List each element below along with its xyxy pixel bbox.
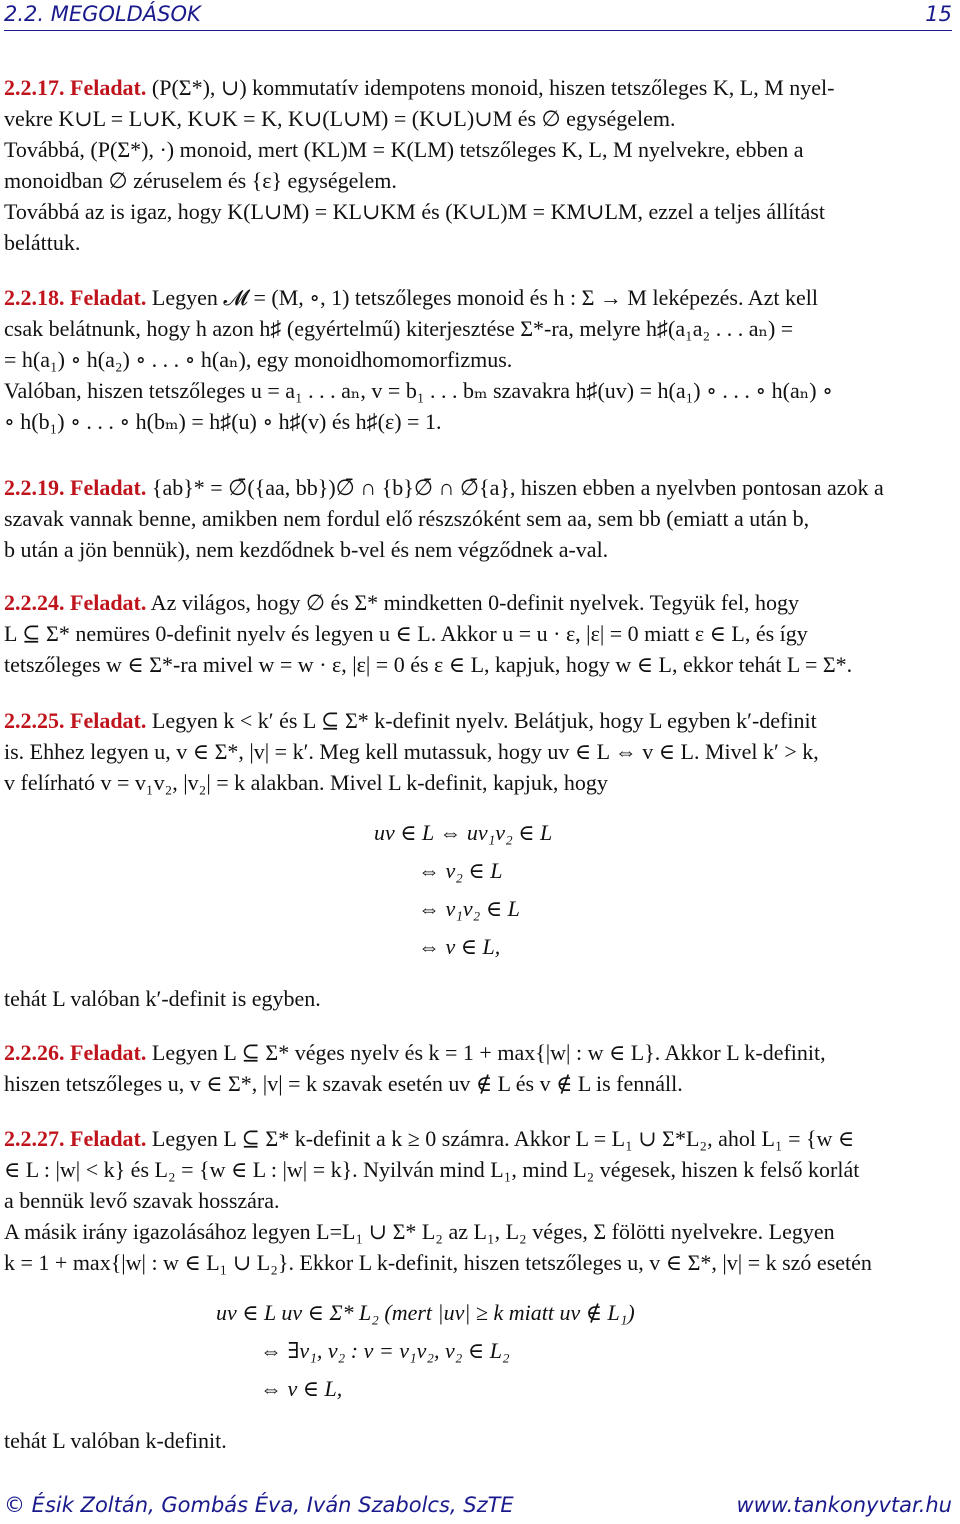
section-title: 2.2. MEGOLDÁSOK xyxy=(4,2,201,26)
line: csak belátnunk, hogy h azon h♯ (egyértelmű) kiterjesztése Σ*-ra, melyre h♯(a₁a₂ . . . aₙ) = xyxy=(4,316,794,341)
line: b után a jön bennük), nem kezdődnek b-vel és nem végződnek a-val. xyxy=(4,537,609,562)
exercise-2-2-24 xyxy=(4,587,952,680)
line: 2.2.18. Feladat. Legyen 𝓜 = (M, ∘, 1) tetszőleges monoid és h : Σ → M leképezés. Azt kell xyxy=(4,285,818,310)
line: hiszen tetszőleges u, v ∈ Σ*, |v| = k szavak esetén uv ∉ L és v ∉ L is fennáll. xyxy=(4,1071,683,1096)
line: vekre K∪L = L∪K, K∪K = K, K∪(L∪M) = (K∪L)∪M és ∅ egységelem. xyxy=(4,106,676,131)
exercise-label: 2.2.17. Feladat. xyxy=(4,75,147,100)
line: A másik irány igazolásához legyen L=L₁ ∪ Σ* L₂ az L₁, L₂ véges, Σ fölötti nyelvekre. Legyen xyxy=(4,1219,835,1244)
line: ∈ L : |w| < k} és L₂ = {w ∈ L : |w| = k}. Nyilván mind L₁, mind L₂ végesek, hiszen k felső korlát xyxy=(4,1157,860,1182)
exercise-label: 2.2.25. Feladat. xyxy=(4,708,147,733)
exercise-2-2-27 xyxy=(4,1123,952,1278)
website-link[interactable]: www.tankonyvtar.hu xyxy=(736,1493,952,1517)
derivation-step: ⇔ ∃v₁, v₂ : v = v₁v₂, v₂ ∈ L₂ xyxy=(260,1338,510,1363)
line: tetszőleges w ∈ Σ*-ra mivel w = w · ε, |ε| = 0 és ε ∈ L, kapjuk, hogy w ∈ L, ekkor tehát L = Σ*. xyxy=(4,652,853,677)
exercise-label: 2.2.26. Feladat. xyxy=(4,1040,147,1065)
line: ∘ h(b₁) ∘ . . . ∘ h(bₘ) = h♯(u) ∘ h♯(v) és h♯(ε) = 1. xyxy=(4,409,442,434)
line: tehát L valóban k′-definit is egyben. xyxy=(4,986,321,1011)
conclusion-1 xyxy=(4,983,952,1014)
exercise-2-2-17 xyxy=(4,72,952,258)
exercise-2-2-26 xyxy=(4,1037,952,1099)
derivation-step: ⇔ v₂ ∈ L xyxy=(418,858,503,883)
page-header xyxy=(4,2,952,31)
line: L ⊆ Σ* nemüres 0-definit nyelv és legyen u ∈ L. Akkor u = u · ε, |ε| = 0 miatt ε ∈ L, és így xyxy=(4,621,808,646)
line: Valóban, hiszen tetszőleges u = a₁ . . . aₙ, v = b₁ . . . bₘ szavakra h♯(uv) = h(a₁) ∘ . . . ∘ h(aₙ) ∘ xyxy=(4,378,833,403)
line: a bennük levő szavak hosszára. xyxy=(4,1188,280,1213)
derivation-1 xyxy=(374,814,552,966)
exercise-label: 2.2.19. Feladat. xyxy=(4,475,147,500)
line: 2.2.19. Feladat. {ab}* = ∅̄({aa, bb})∅̄ ∩ {b}∅̄ ∩ ∅̄{a}, hiszen ebben a nyelvben pontosan azok a xyxy=(4,475,884,500)
derivation-step: uv ∈ L ⇔ uv₁v₂ ∈ L xyxy=(374,820,553,845)
line: beláttuk. xyxy=(4,230,81,255)
derivation-step: ⇔ v₁v₂ ∈ L xyxy=(418,896,520,921)
line: szavak vannak benne, amikben nem fordul elő részszóként sem aa, sem bb (emiatt a után b, xyxy=(4,506,810,531)
line: is. Ehhez legyen u, v ∈ Σ*, |v| = k′. Meg kell mutassuk, hogy uv ∈ L ⇔ v ∈ L. Mivel k′ > k, xyxy=(4,739,819,764)
derivation-step: uv ∈ L uv ∈ Σ* L₂ (mert |uv| ≥ k miatt uv ∉ L₁) xyxy=(216,1300,635,1325)
line: Továbbá, (P(Σ*), ·) monoid, mert (KL)M = K(LM) tetszőleges K, L, M nyelvekre, ebben a xyxy=(4,137,804,162)
line: 2.2.17. Feladat. (P(Σ*), ∪) kommutatív idempotens monoid, hiszen tetszőleges K, L, M nyel- xyxy=(4,75,835,100)
exercise-2-2-25 xyxy=(4,705,952,798)
derivation-step: ⇔ v ∈ L, xyxy=(418,934,501,959)
derivation-step: ⇔ v ∈ L, xyxy=(260,1376,343,1401)
page-footer xyxy=(4,1493,952,1517)
exercise-label: 2.2.18. Feladat. xyxy=(4,285,147,310)
derivation-2 xyxy=(216,1294,635,1408)
line: k = 1 + max{|w| : w ∈ L₁ ∪ L₂}. Ekkor L k-definit, hiszen tetszőleges u, v ∈ Σ*, |v| = k szó esetén xyxy=(4,1250,872,1275)
exercise-2-2-19 xyxy=(4,472,952,565)
line: = h(a₁) ∘ h(a₂) ∘ . . . ∘ h(aₙ), egy monoidhomomorfizmus. xyxy=(4,347,513,372)
line: tehát L valóban k-definit. xyxy=(4,1428,227,1453)
line: 2.2.26. Feladat. Legyen L ⊆ Σ* véges nyelv és k = 1 + max{|w| : w ∈ L}. Akkor L k-definit, xyxy=(4,1040,826,1065)
line: 2.2.24. Feladat. Az világos, hogy ∅ és Σ* mindketten 0-definit nyelvek. Tegyük fel, hogy xyxy=(4,590,800,615)
line: 2.2.27. Feladat. Legyen L ⊆ Σ* k-definit a k ≥ 0 számra. Akkor L = L₁ ∪ Σ*L₂, ahol L₁ = {w ∈ xyxy=(4,1126,855,1151)
page-number: 15 xyxy=(925,2,952,26)
line: monoidban ∅ zéruselem és {ε} egységelem. xyxy=(4,168,397,193)
copyright-text: © Ésik Zoltán, Gombás Éva, Iván Szabolcs, SzTE xyxy=(4,1493,514,1517)
line: Továbbá az is igaz, hogy K(L∪M) = KL∪KM és (K∪L)M = KM∪LM, ezzel a teljes állítást xyxy=(4,199,825,224)
line: v felírható v = v₁v₂, |v₂| = k alakban. Mivel L k-definit, kapjuk, hogy xyxy=(4,770,608,795)
exercise-2-2-18 xyxy=(4,282,952,437)
exercise-label: 2.2.24. Feladat. xyxy=(4,590,147,615)
line: 2.2.25. Feladat. Legyen k < k′ és L ⊆ Σ* k-definit nyelv. Belátjuk, hogy L egyben k′-definit xyxy=(4,708,817,733)
conclusion-2 xyxy=(4,1425,952,1456)
exercise-label: 2.2.27. Feladat. xyxy=(4,1126,147,1151)
